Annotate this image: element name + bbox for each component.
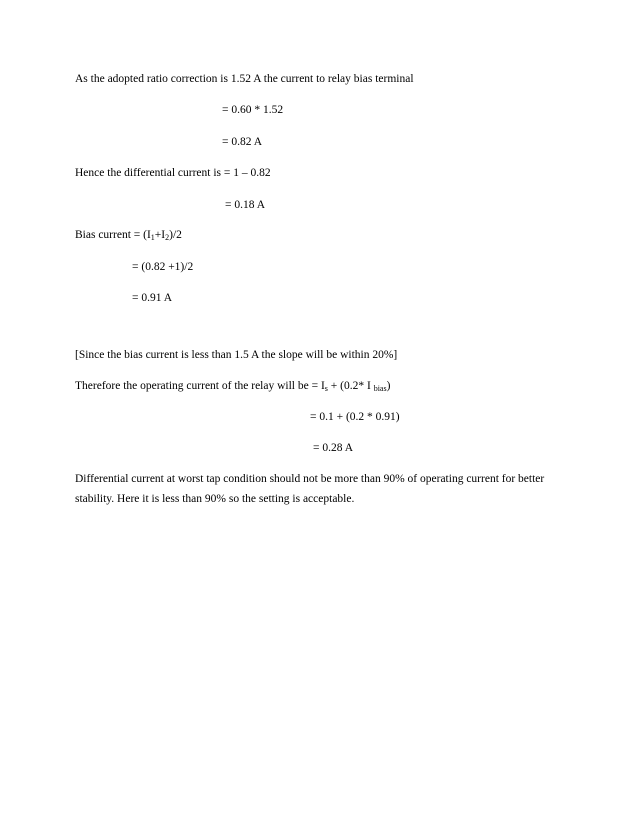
bias-formula-middle: +I xyxy=(154,229,166,241)
bias-formula-prefix: Bias current = (I xyxy=(75,229,151,241)
operating-formula-sub-bias: bias xyxy=(373,384,387,393)
text-line-operating-current xyxy=(75,379,390,393)
result-operating-current: = 0.28 A xyxy=(313,442,354,454)
text-line-differential-current: Hence the differential current is = 1 – 0.82 xyxy=(75,167,271,179)
operating-formula-suffix: ) xyxy=(386,380,391,392)
text-line-ratio-correction: As the adopted ratio correction is 1.52 A the current to relay bias terminal xyxy=(75,73,414,85)
text-line-conclusion-2: stability. Here it is less than 90% so the setting is acceptable. xyxy=(75,493,355,505)
text-line-conclusion-1: Differential current at worst tap condition should not be more than 90% of operating current for better xyxy=(75,473,545,485)
bias-formula-sub-1: 1 xyxy=(150,233,155,242)
text-line-slope-note: [Since the bias current is less than 1.5 A the slope will be within 20%] xyxy=(75,349,398,361)
equation-bias-current: = (0.82 +1)/2 xyxy=(132,261,194,273)
result-relay-current: = 0.82 A xyxy=(222,136,263,148)
operating-formula-sub-s: s xyxy=(324,384,328,393)
operating-formula-middle: + (0.2* I xyxy=(327,380,374,392)
result-differential-current: = 0.18 A xyxy=(225,199,266,211)
result-bias-current: = 0.91 A xyxy=(132,292,173,304)
equation-operating-current: = 0.1 + (0.2 * 0.91) xyxy=(310,411,400,423)
bias-formula-suffix: )/2 xyxy=(169,229,182,241)
operating-formula-prefix: Therefore the operating current of the relay will be = I xyxy=(75,380,325,392)
bias-formula-sub-2: 2 xyxy=(165,233,170,242)
equation-relay-current: = 0.60 * 1.52 xyxy=(222,104,284,116)
text-line-bias-current xyxy=(75,228,182,242)
